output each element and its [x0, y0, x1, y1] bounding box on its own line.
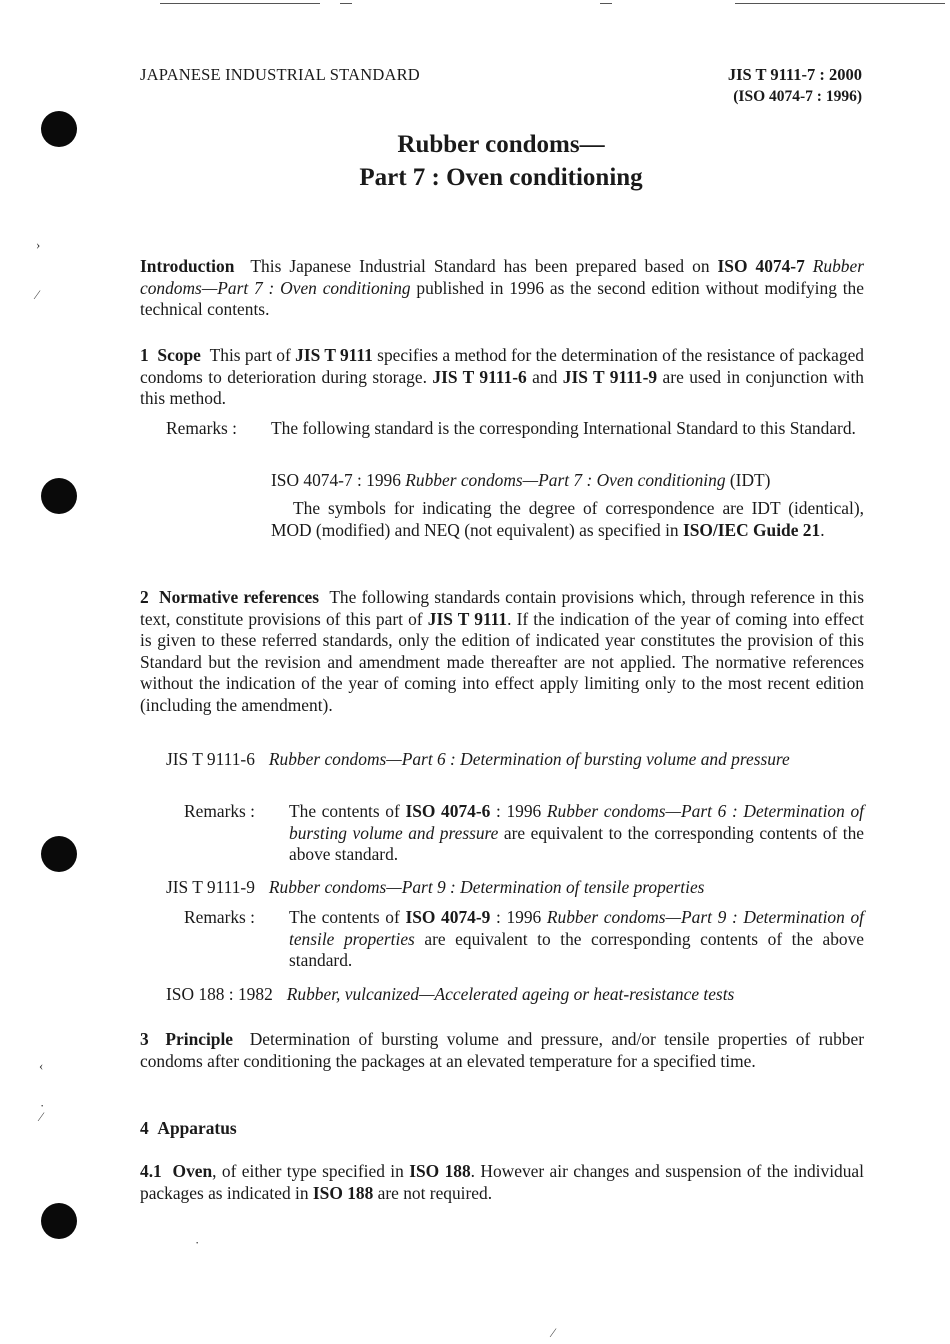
scope-number: 1 — [140, 345, 149, 365]
intro-iso-title: Rubber condoms—Part 7 : Oven conditioning — [140, 256, 864, 298]
normative-ref: JIS T 9111 — [427, 608, 508, 629]
scan-speck: › — [36, 237, 41, 252]
remarks-iso-ref: ISO 4074-6 — [405, 801, 491, 821]
introduction-paragraph — [140, 256, 864, 321]
scope-remarks-label: Remarks : — [166, 418, 237, 438]
apparatus-number: 4 — [140, 1118, 149, 1138]
scan-speck: ⁄ — [36, 287, 39, 302]
scope-paragraph — [140, 345, 864, 410]
standard-number — [728, 64, 862, 108]
normative-paragraph — [140, 587, 864, 717]
principle-text: Determination of bursting volume and pressure, and/or tensile properties of rubber condoms after conditioning the packages at an elevated temperature for a specified time. — [140, 1029, 864, 1071]
scope-iso-title: Rubber condoms—Part 7 : Oven conditioning — [405, 470, 726, 490]
oven-paragraph — [140, 1161, 864, 1204]
oven-ref: ISO 188 — [409, 1161, 471, 1181]
ref1-remarks-label: Remarks : — [184, 801, 255, 821]
ref1-remarks-text — [289, 801, 864, 866]
punch-hole — [41, 1203, 77, 1239]
symbols-end: . — [820, 519, 825, 540]
scope-iso-suffix: (IDT) — [725, 470, 771, 490]
scan-line-left — [160, 3, 320, 4]
remarks-text: The contents of — [289, 801, 406, 821]
scope-text: and — [526, 366, 563, 387]
reference-code: JIS T 9111-6 — [166, 749, 255, 769]
normative-text: The following standards contain provisions which, through reference in this text, constitute provisions of this part of — [140, 587, 864, 629]
remarks-iso-title: Rubber condoms—Part 9 : Determination of tensile properties — [289, 907, 864, 949]
oven-text: . However air changes and suspension of the individual packages as indicated in — [140, 1161, 864, 1203]
reference-item — [166, 877, 864, 899]
scope-ref: JIS T 9111 — [295, 345, 373, 365]
oven-text: , of either type specified in — [212, 1161, 410, 1181]
remarks-text: : 1996 — [490, 907, 547, 927]
remarks-iso-ref: ISO 4074-9 — [405, 907, 491, 927]
scope-text: are used in conjunction with this method. — [140, 366, 864, 409]
scan-line-right — [735, 3, 945, 4]
remarks-text: are equivalent to the corresponding contents of the above standard. — [289, 928, 864, 971]
normative-text: . If the indication of the year of coming into effect is given to these referred standards, only the edition of indicated year constitutes the provision of this Standard but the revision and amendment made thereafter are not applied. The normative references without the indication of the year of coming into effect apply limiting only to the most recent edition (including the amendment). — [140, 608, 864, 715]
scope-iso-line — [271, 470, 864, 492]
scan-speck: · — [195, 1235, 200, 1250]
scan-speck: ⁄ — [552, 1325, 555, 1340]
scan-speck: ‹ — [39, 1058, 44, 1073]
normative-heading: Normative references — [159, 587, 319, 607]
scope-ref: JIS T 9111-9 — [562, 366, 658, 387]
intro-text: This Japanese Industrial Standard has been prepared based on — [250, 256, 718, 276]
page-title — [0, 128, 950, 194]
oven-number: 4.1 — [140, 1161, 162, 1181]
reference-code: JIS T 9111-9 — [166, 877, 255, 897]
scope-text: This part of — [209, 345, 296, 365]
oven-text: are not required. — [373, 1182, 493, 1203]
reference-item — [166, 984, 864, 1006]
scan-speck: · — [40, 1098, 45, 1113]
reference-title: Rubber condoms—Part 6 : Determination of bursting volume and pressure — [268, 749, 790, 769]
title-line-1: Rubber condoms— — [397, 131, 605, 158]
scope-text: specifies a method for the determination of the resistance of packaged condoms to deterioration during storage. — [140, 345, 865, 387]
remarks-iso-title: Rubber condoms—Part 6 : Determination of bursting volume and pressure — [289, 801, 864, 843]
iso-number: (ISO 4074-7 : 1996) — [733, 88, 862, 105]
scan-speck: ⁄ — [40, 1109, 43, 1124]
jis-number: JIS T 9111-7 : 2000 — [727, 65, 862, 84]
reference-title: Rubber, vulcanized—Accelerated ageing or heat-resistance tests — [286, 984, 735, 1004]
oven-ref: ISO 188 — [312, 1182, 374, 1203]
intro-iso-ref: ISO 4074-7 — [717, 256, 805, 276]
symbols-guide-ref: ISO/IEC Guide 21 — [682, 519, 821, 540]
remarks-text: are equivalent to the corresponding contents of the above standard. — [289, 822, 865, 865]
standard-type-label: JAPANESE INDUSTRIAL STANDARD — [140, 65, 420, 84]
symbols-text: The symbols for indicating the degree of correspondence are IDT (identical), MOD (modified) and NEQ (not equivalent) as specified in — [271, 498, 864, 540]
principle-heading: Principle — [165, 1029, 234, 1049]
scope-symbols-note — [271, 498, 864, 541]
scope-ref: JIS T 9111-6 — [432, 366, 527, 387]
title-line-2: Part 7 : Oven conditioning — [359, 164, 643, 191]
oven-heading: Oven — [172, 1161, 213, 1181]
remarks-text: The contents of — [289, 907, 406, 927]
reference-title: Rubber condoms—Part 9 : Determination of tensile properties — [268, 877, 705, 897]
punch-hole — [41, 836, 77, 872]
reference-item — [166, 749, 864, 771]
scope-iso-code: ISO 4074-7 : 1996 — [271, 470, 406, 490]
principle-paragraph — [140, 1029, 864, 1072]
scan-line-mid2 — [600, 3, 612, 4]
ref2-remarks-text — [289, 907, 864, 972]
intro-text-end: published in 1996 as the second edition without modifying the technical contents. — [140, 277, 864, 320]
punch-hole — [41, 478, 77, 514]
apparatus-heading: Apparatus — [157, 1118, 237, 1138]
principle-number: 3 — [140, 1029, 149, 1049]
apparatus-heading-block — [140, 1118, 864, 1140]
ref2-remarks-label: Remarks : — [184, 907, 255, 927]
normative-number: 2 — [140, 587, 149, 607]
reference-code: ISO 188 : 1982 — [166, 984, 273, 1004]
scan-line-mid — [340, 3, 352, 4]
remarks-text: : 1996 — [490, 801, 547, 821]
introduction-heading: Introduction — [140, 256, 235, 276]
scope-heading: Scope — [157, 345, 201, 365]
scope-remarks-text: The following standard is the corresponding International Standard to this Standard. — [271, 418, 856, 438]
